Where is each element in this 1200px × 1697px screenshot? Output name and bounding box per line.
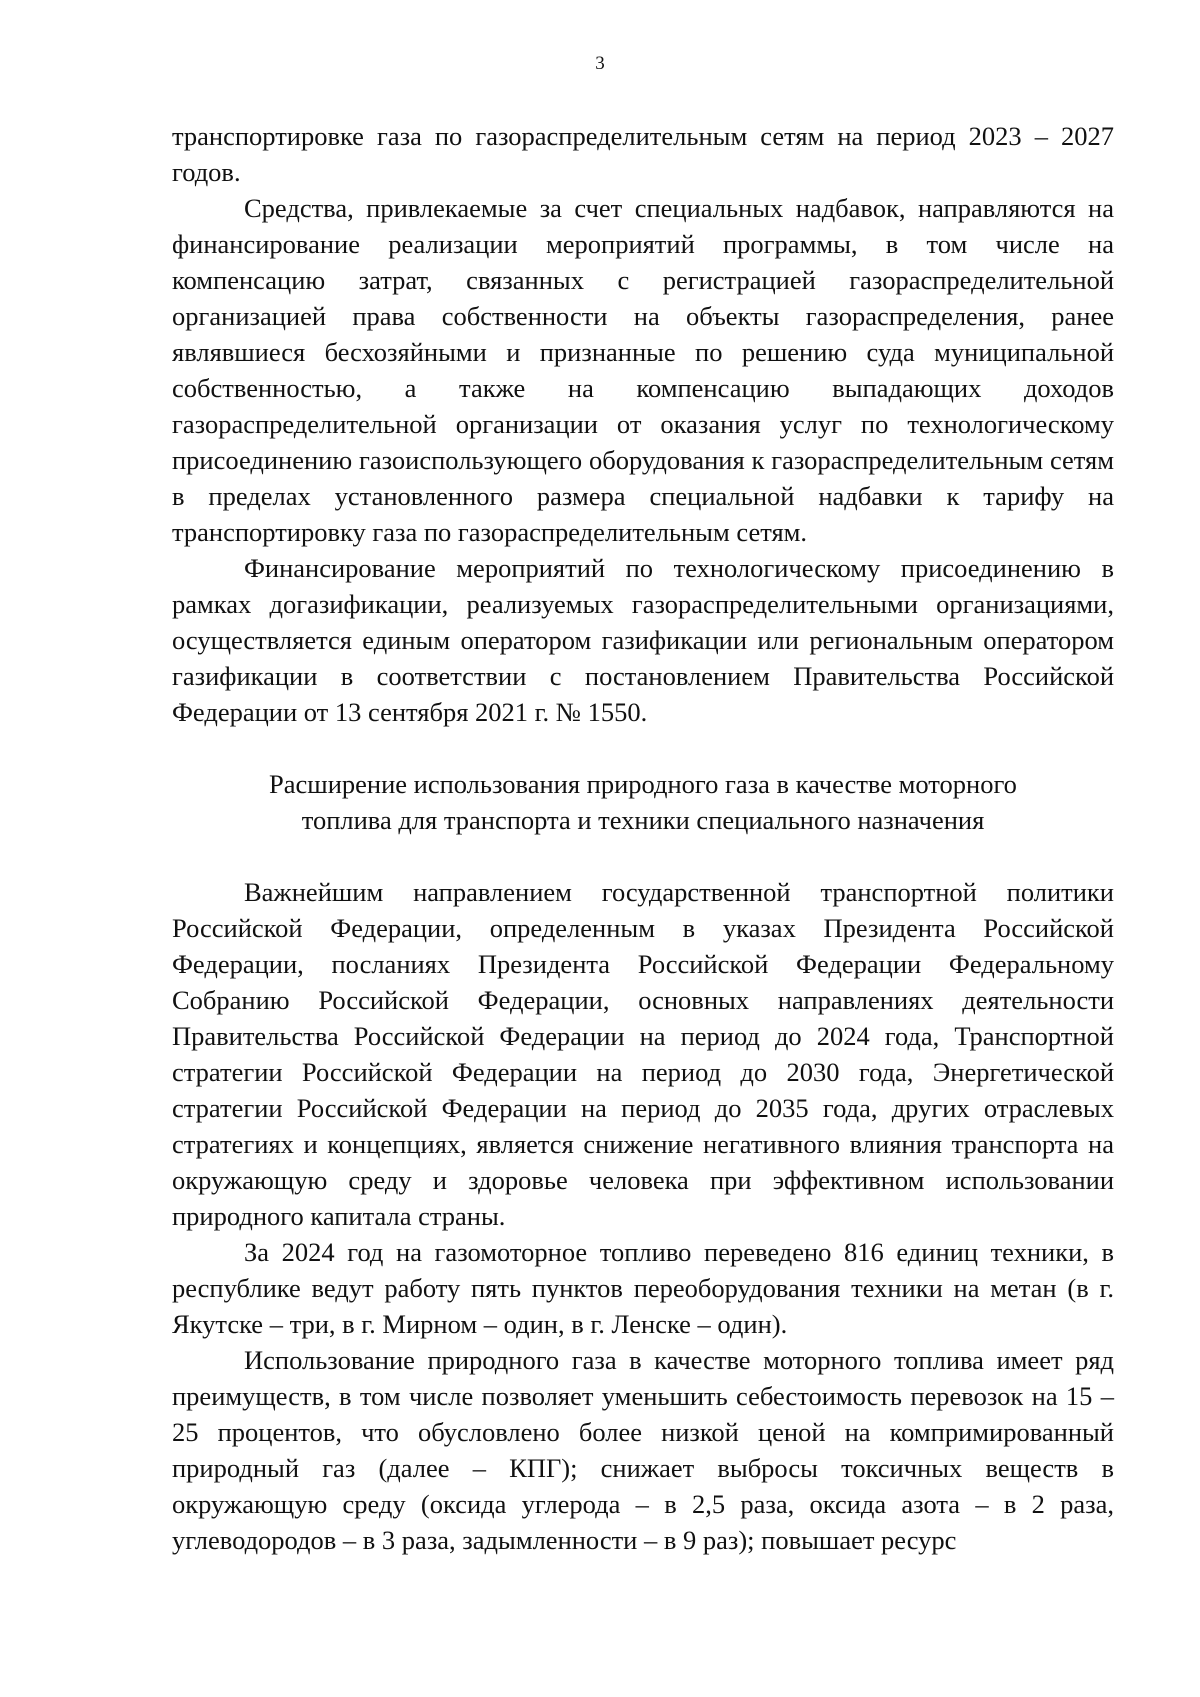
page-number: 3 (595, 53, 605, 74)
paragraph-special-surcharges: Средства, привлекаемые за счет специальных надбавок, направляются на финансирование реализации мероприятий программы, в том числе на компенсацию затрат, связанных с регистрацией газораспределительной организацией права собственности на объекты газораспределения, ранее являвшиеся бесхозяйными и признанные по решению суда муниципальной собственностью, а также на компенсацию выпадающих доходов газораспределительной организации от оказания услуг по технологическому присоединению газоиспользующего оборудования к газораспределительным сетям в пределах установленного размера специальной надбавки к тарифу на транспортировку газа по газораспределительным сетям. (172, 193, 1114, 547)
paragraph-continuation: транспортировке газа по газораспределительным сетям на период 2023 – 2027 годов. (172, 121, 1114, 187)
paragraph-transport-policy: Важнейшим направлением государственной транспортной политики Российской Федерации, определенным в указах Президента Российской Федерации, посланиях Президента Российской Федерации Федеральному Собранию Российской Федерации, основных направлениях деятельности Правительства Российской Федерации на период до 2024 года, Транспортной стратегии Российской Федерации на период до 2030 года, Энергетической стратегии Российской Федерации на период до 2035 года, других отраслевых стратегиях и концепциях, является снижение негативного влияния транспорта на окружающую среду и здоровье человека при эффективном использовании природного капитала страны. (172, 877, 1114, 1231)
section-heading-line-1: Расширение использования природного газа в качестве моторного (269, 769, 1017, 799)
document-body (172, 118, 1114, 1558)
section-heading-line-2: топлива для транспорта и техники специального назначения (301, 805, 985, 835)
paragraph-natural-gas-advantages: Использование природного газа в качестве моторного топлива имеет ряд преимуществ, в том числе позволяет уменьшить себестоимость перевозок на 15 – 25 процентов, что обусловлено более низкой ценой на компримированный природный газ (далее – КПГ); снижает выбросы токсичных веществ в окружающую среду (оксида углерода – в 2,5 раза, оксида азота – в 2 раза, углеводородов – в 3 раза, задымленности – в 9 раз); повышает ресурс (172, 1345, 1114, 1555)
section-heading (172, 766, 1114, 838)
paragraph-2024-conversion: За 2024 год на газомоторное топливо переведено 816 единиц техники, в республике ведут работу пять пунктов переоборудования техники на метан (в г. Якутске – три, в г. Мирном – один, в г. Ленске – один). (172, 1237, 1114, 1339)
paragraph-gasification-financing: Финансирование мероприятий по технологическому присоединению в рамках догазификации, реализуемых газораспределительными организациями, осуществляется единым оператором газификации или региональным оператором газификации в соответствии с постановлением Правительства Российской Федерации от 13 сентября 2021 г. № 1550. (172, 553, 1114, 727)
